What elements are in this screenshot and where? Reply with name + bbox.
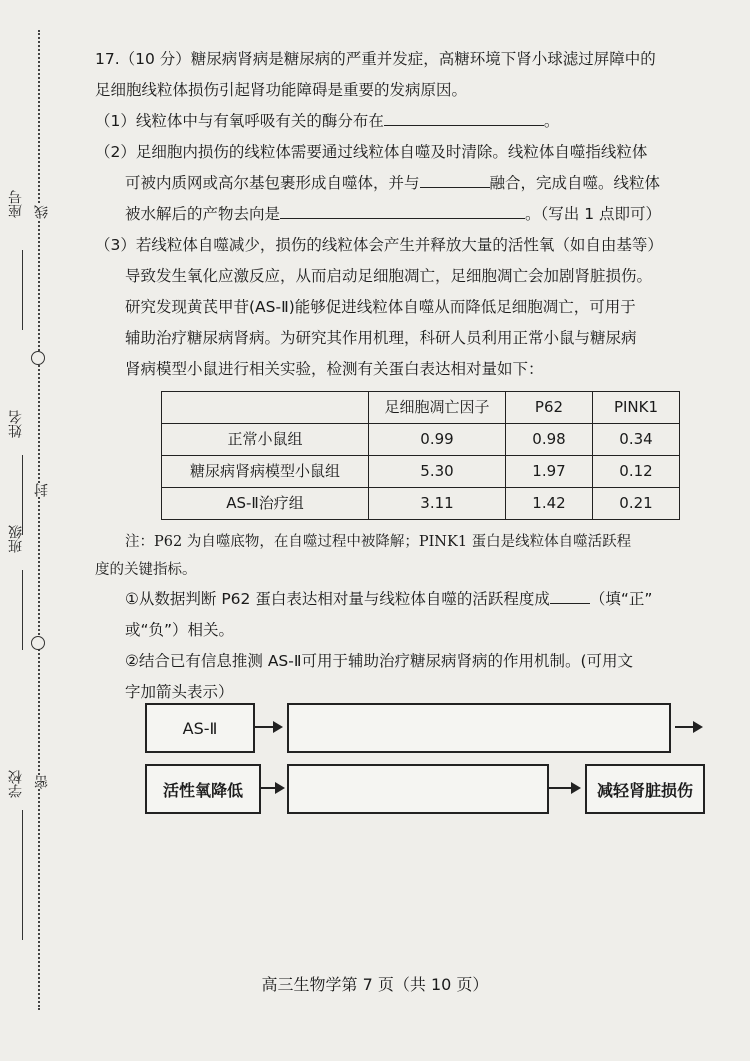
- table-cell: 正常小鼠组: [162, 424, 369, 456]
- sub1-answer-blank[interactable]: [550, 585, 590, 604]
- table-header-cell: P62: [506, 392, 593, 424]
- q1-text: （1）线粒体中与有氧呼吸有关的酶分布在: [95, 112, 384, 130]
- sub2-line2: 字加箭头表示）: [125, 683, 234, 701]
- table-header-cell: [162, 392, 369, 424]
- question-header-cont: 足细胞线粒体损伤引起肾功能障碍是重要的发病原因。: [95, 81, 468, 99]
- table-note: [95, 528, 725, 584]
- q2-line2: [95, 168, 725, 199]
- q1-suffix: 。: [543, 112, 560, 130]
- q2-answer-blank-1[interactable]: [420, 169, 490, 188]
- question-17: [95, 44, 725, 708]
- flow-box-ros-down: 活性氧降低: [145, 764, 261, 814]
- sub1-line2: 或“负”）相关。: [125, 621, 235, 639]
- q2-line1: （2）足细胞内损伤的线粒体需要通过线粒体自噬及时清除。线粒体自噬指线粒体: [95, 143, 648, 161]
- flow-box-as2: AS-Ⅱ: [145, 703, 255, 753]
- sub1-suffix: （填“正”: [589, 590, 653, 608]
- seat-label: 座号: [8, 190, 24, 218]
- table-cell: 3.11: [369, 488, 506, 520]
- note-line1: 注：P62 为自噬底物，在自噬过程中被降解；PINK1 蛋白是线粒体自噬活跃程: [125, 534, 632, 550]
- table-row: [162, 488, 680, 520]
- flow-answer-box-1[interactable]: [287, 703, 671, 753]
- table-cell: 糖尿病肾病模型小鼠组: [162, 456, 369, 488]
- page-footer: 高三生物学第 7 页（共 10 页）: [261, 975, 489, 994]
- table-cell: 0.99: [369, 424, 506, 456]
- q1: [95, 106, 725, 137]
- line-mark: 线: [34, 205, 50, 219]
- table-cell: 1.42: [506, 488, 593, 520]
- table-cell: 0.98: [506, 424, 593, 456]
- seat-field[interactable]: [22, 250, 23, 330]
- table-cell: AS-Ⅱ治疗组: [162, 488, 369, 520]
- q2-line3: [95, 199, 725, 230]
- question-header: 17.（10 分）糖尿病肾病是糖尿病的严重并发症，高糖环境下肾小球滤过屏障中的: [95, 50, 656, 68]
- binding-line: [38, 30, 40, 1010]
- flow-arrow: [675, 726, 701, 728]
- table-header-cell: PINK1: [593, 392, 680, 424]
- school-label: 学校: [8, 770, 24, 798]
- sub1-line1: [95, 584, 725, 615]
- table-row: [162, 424, 680, 456]
- q2-answer-blank-2[interactable]: [280, 200, 525, 219]
- class-label: 班级: [8, 525, 24, 553]
- protein-table: [161, 391, 680, 520]
- class-field[interactable]: [22, 570, 23, 650]
- q3-line5: 肾病模型小鼠进行相关实验，检测有关蛋白表达相对量如下：: [125, 360, 544, 378]
- note-line2: 度的关键指标。: [95, 562, 197, 578]
- flow-arrow: [549, 787, 579, 789]
- table-cell: 0.21: [593, 488, 680, 520]
- q2-line2-text: 可被内质网或高尔基包裹形成自噬体，并与: [125, 174, 420, 192]
- name-field[interactable]: [22, 455, 23, 535]
- flow-arrow: [259, 787, 283, 789]
- q3-line2: 导致发生氧化应激反应，从而启动足细胞凋亡，足细胞凋亡会加剧肾脏损伤。: [125, 267, 653, 285]
- table-cell: 0.34: [593, 424, 680, 456]
- q3-line3: 研究发现黄芪甲苷(AS-Ⅱ)能够促进线粒体自噬从而降低足细胞凋亡，可用于: [125, 298, 636, 316]
- flow-arrow: [253, 726, 281, 728]
- seal-mark: 封: [34, 483, 50, 497]
- table-cell: 5.30: [369, 456, 506, 488]
- name-label: 姓名: [8, 410, 24, 438]
- sub2-line1: ②结合已有信息推测 AS-Ⅱ可用于辅助治疗糖尿病肾病的作用机制。(可用文: [125, 652, 634, 670]
- binding-hole: [31, 636, 45, 650]
- q1-answer-blank[interactable]: [384, 107, 544, 126]
- table-row: [162, 456, 680, 488]
- secret-mark: 密: [34, 775, 50, 789]
- mechanism-flowchart: [145, 703, 705, 823]
- binding-hole: [31, 351, 45, 365]
- q2-line2-suffix: 融合，完成自噬。线粒体: [489, 174, 661, 192]
- table-header-row: [162, 392, 680, 424]
- table-cell: 0.12: [593, 456, 680, 488]
- flow-box-kidney: 减轻肾脏损伤: [585, 764, 705, 814]
- q2-line3-text: 被水解后的产物去向是: [125, 205, 281, 223]
- q2-line3-suffix: 。（写出 1 点即可）: [525, 205, 661, 223]
- table-header-cell: 足细胞凋亡因子: [369, 392, 506, 424]
- table-cell: 1.97: [506, 456, 593, 488]
- q3-line1: （3）若线粒体自噬减少，损伤的线粒体会产生并释放大量的活性氧（如自由基等）: [95, 236, 663, 254]
- sub1-text: ①从数据判断 P62 蛋白表达相对量与线粒体自噬的活跃程度成: [125, 590, 550, 608]
- school-field[interactable]: [22, 810, 23, 940]
- q3-line4: 辅助治疗糖尿病肾病。为研究其作用机理，科研人员利用正常小鼠与糖尿病: [125, 329, 637, 347]
- flow-answer-box-2[interactable]: [287, 764, 549, 814]
